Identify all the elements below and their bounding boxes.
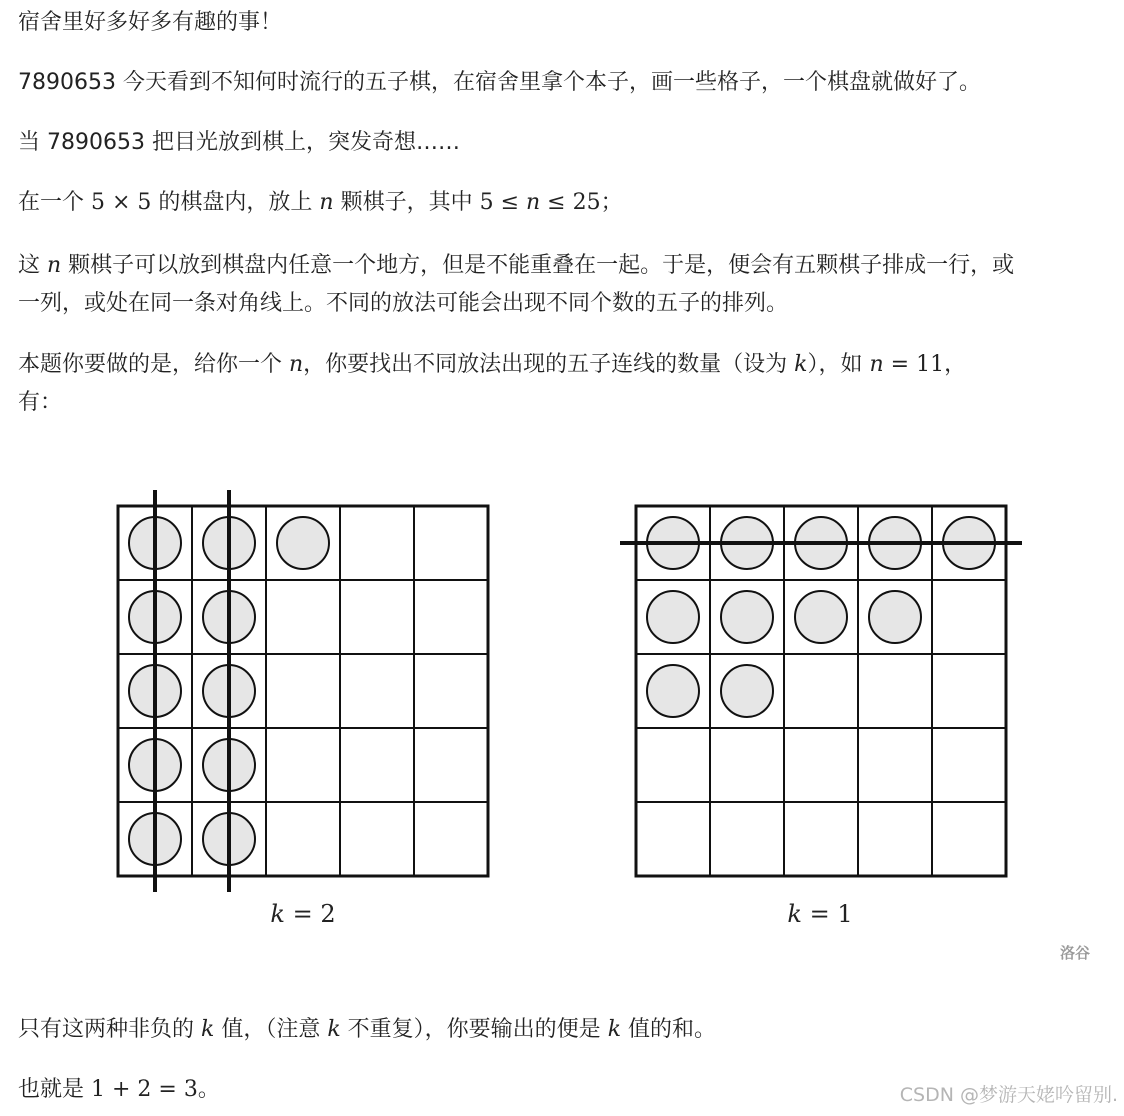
left-board-caption: k = 2 — [270, 900, 336, 928]
footer-watermark: CSDN @梦游天姥吟留别. — [899, 1084, 1118, 1106]
paragraph-answer: 也就是 1 + 2 = 3。 — [18, 1077, 220, 1102]
paragraph-rules: 这 n 颗棋子可以放到棋盘内任意一个地方，但是不能重叠在一起。于是，便会有五颗棋子排成一行，或 一列，或处在同一条对角线上。不同的放法可能会出现不同个数的五子的排列。 — [18, 253, 1015, 316]
right-board-stone — [647, 665, 699, 717]
paragraph-k-values: 只有这两种非负的 k 值，（注意 k 不重复），你要输出的便是 k 值的和。 — [18, 1017, 717, 1042]
board-figure — [0, 470, 1124, 970]
paragraph-board-size: 在一个 5 × 5 的棋盘内，放上 n 颗棋子，其中 5 ≤ n ≤ 25； — [18, 190, 623, 215]
left-board-stone — [277, 517, 329, 569]
right-board — [620, 506, 1022, 876]
figure-source-label: 洛谷 — [1059, 944, 1090, 962]
right-board-stone — [647, 591, 699, 643]
right-board-stone — [721, 665, 773, 717]
right-board-stone — [869, 591, 921, 643]
right-board-stone — [795, 591, 847, 643]
left-board — [118, 490, 488, 892]
right-board-stone — [721, 591, 773, 643]
paragraph-idea: 当 7890653 把目光放到棋上，突发奇想…… — [18, 130, 460, 155]
paragraph-story: 7890653 今天看到不知何时流行的五子棋，在宿舍里拿个本子，画一些格子，一个棋盘就做好了。 — [18, 70, 981, 95]
right-board-caption: k = 1 — [787, 900, 853, 928]
paragraph-intro: 宿舍里好多好多有趣的事！ — [18, 10, 283, 35]
paragraph-task: 本题你要做的是，给你一个 n，你要找出不同放法出现的五子连线的数量（设为 k），如 n = 11， 有： — [18, 352, 967, 415]
